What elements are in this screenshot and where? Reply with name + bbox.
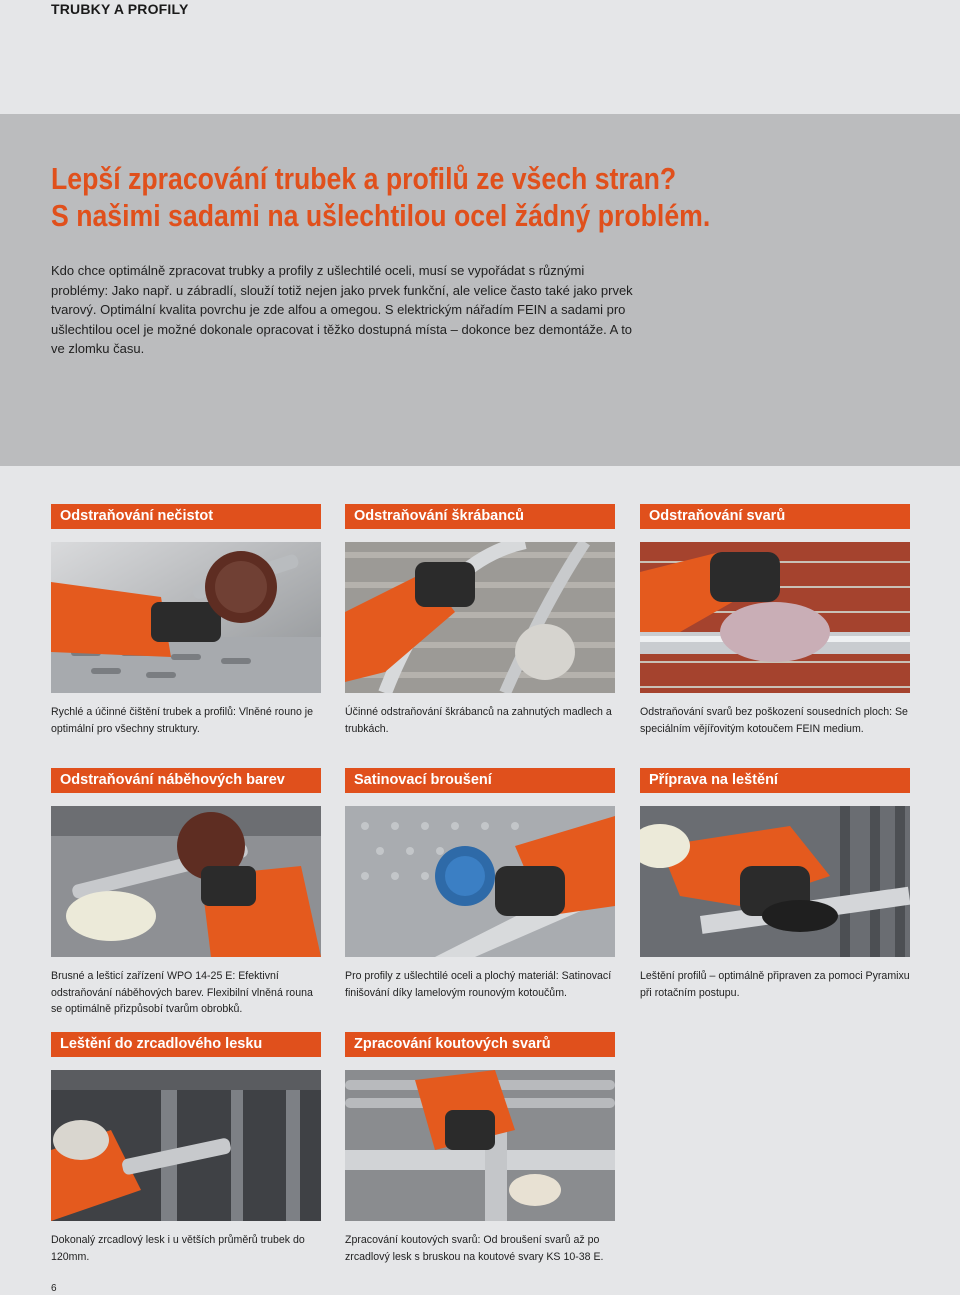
card-title: Příprava na leštění bbox=[640, 768, 910, 793]
card-satinovaci-brouseni bbox=[345, 768, 615, 1001]
card-title: Odstraňování škrábanců bbox=[345, 504, 615, 529]
hero-banner bbox=[0, 114, 960, 466]
hero-intro: Kdo chce optimálně zpracovat trubky a profily z ušlechtilé oceli, musí se vypořádat s různými problémy: Jako např. u zábradlí, slouží totiž nejen jako prvek funkční, ale velice často také jako prvek tvarový. Optimální kvalita povrchu je zde alfou a omegou. S elektrickým nářadím FEIN a sadami pro ušlechtilou ocel je možné dokonale opracovat i těžko dostupná místa – dokonce bez demontáže. A to ve zlomku času. bbox=[51, 263, 633, 356]
card-odstranovani-necistot bbox=[51, 504, 321, 737]
card-caption: Pro profily z ušlechtilé oceli a plochý materiál: Satinovací finišování díky lamelovým rounovým kotoučům. bbox=[345, 970, 612, 999]
card-caption: Leštění profilů – optimálně připraven za pomoci Pyramixu při rotačním postupu. bbox=[640, 970, 910, 999]
card-lesteni-do-zrcadloveho-lesku bbox=[51, 1032, 321, 1265]
card-title: Odstraňování nečistot bbox=[51, 504, 321, 529]
card-caption: Dokonalý zrcadlový lesk i u větších průměrů trubek do 120mm. bbox=[51, 1234, 305, 1263]
card-caption: Zpracování koutových svarů: Od broušení svarů až po zrcadlový lesk s bruskou na koutové svary KS 10-38 E. bbox=[345, 1234, 604, 1263]
card-caption: Brusné a lešticí zařízení WPO 14-25 E: Efektivní odstraňování náběhových barev. Flexibilní vlněná rouna se optimálně přizpůsobí tvarům obrobků. bbox=[51, 970, 313, 1015]
card-title: Odstraňování náběhových barev bbox=[51, 768, 321, 793]
card-photo bbox=[51, 1070, 321, 1221]
card-caption: Účinné odstraňování škrábanců na zahnutých madlech a trubkách. bbox=[345, 706, 612, 735]
hero-title-line-2: S našimi sadami na ušlechtilou ocel žádný problém. bbox=[51, 198, 711, 233]
section-label: TRUBKY A PROFILY bbox=[51, 1, 189, 17]
card-title: Odstraňování svarů bbox=[640, 504, 910, 529]
card-photo bbox=[345, 1070, 615, 1221]
card-odstranovani-nabehovych-barev bbox=[51, 768, 321, 1018]
card-title: Zpracování koutových svarů bbox=[345, 1032, 615, 1057]
card-title: Leštění do zrcadlového lesku bbox=[51, 1032, 321, 1057]
card-zpracovani-koutovych-svaru bbox=[345, 1032, 615, 1265]
hero-title-line-1: Lepší zpracování trubek a profilů ze všech stran? bbox=[51, 161, 677, 196]
card-title: Satinovací broušení bbox=[345, 768, 615, 793]
page-number: 6 bbox=[51, 1283, 57, 1294]
card-caption: Rychlé a účinné čištění trubek a profilů: Vlněné rouno je optimální pro všechny struktury. bbox=[51, 706, 314, 735]
card-photo bbox=[640, 542, 910, 693]
card-photo bbox=[640, 806, 910, 957]
card-caption: Odstraňování svarů bez poškození sousedních ploch: Se speciálním vějířovitým kotoučem FEIN medium. bbox=[640, 706, 908, 735]
card-priprava-na-lesteni bbox=[640, 768, 910, 1001]
card-odstranovani-skrabancu bbox=[345, 504, 615, 737]
card-odstranovani-svaru bbox=[640, 504, 910, 737]
card-photo bbox=[345, 806, 615, 957]
card-photo bbox=[51, 542, 321, 693]
hero-title bbox=[51, 160, 808, 234]
card-photo bbox=[51, 806, 321, 957]
card-photo bbox=[345, 542, 615, 693]
